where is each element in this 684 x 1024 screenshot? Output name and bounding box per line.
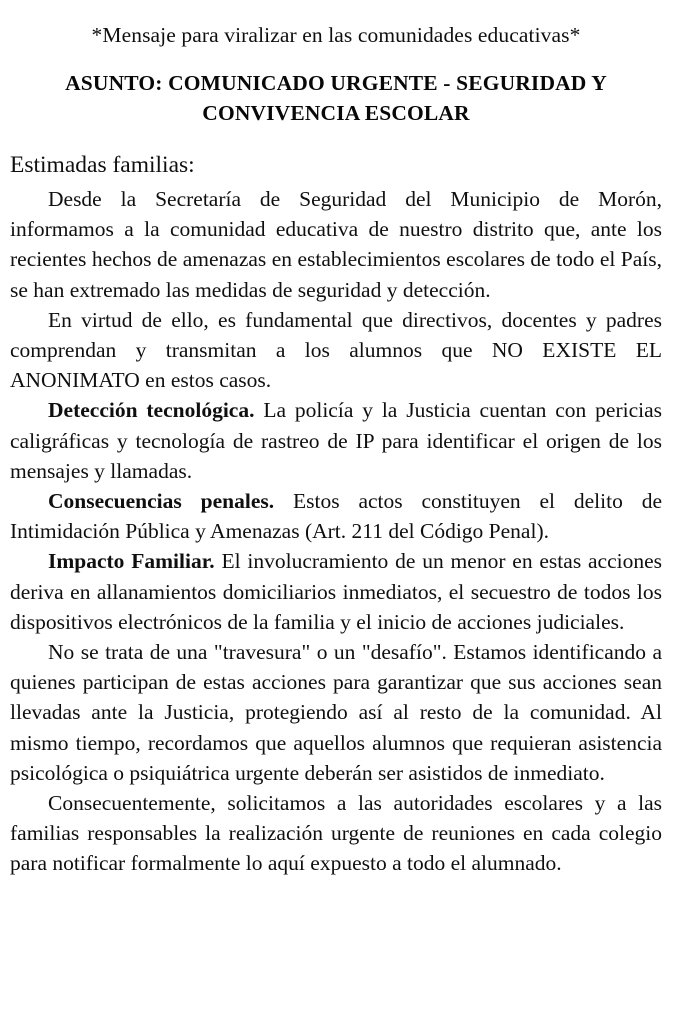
paragraph [10,788,662,879]
paragraph-lead: Consecuencias penales. [48,489,275,514]
page-title: ASUNTO: COMUNICADO URGENTE - SEGURIDAD Y CONVIVENCIA ESCOLAR [65,71,607,125]
paragraph [10,637,662,788]
paragraph [10,546,662,637]
paragraph-text: Estos actos constituyen el delito de Intimidación Pública y Amenazas (Art. 211 del Código Penal). [10,489,662,544]
paragraph-lead: Impacto Familiar. [48,549,215,574]
paragraph-text: El involucramiento de un menor en estas acciones deriva en allanamientos domiciliarios inmediatos, el secuestro de todos los dispositivos electrónicos de la familia y el inicio de acciones judiciales. [10,549,663,634]
salutation: Estimadas familias: [10,152,195,178]
paragraph [10,184,662,305]
paragraph-list [10,184,662,879]
viral-message-note: *Mensaje para viralizar en las comunidades educativas* [91,23,581,47]
document-body [10,0,662,879]
paragraph-text: Desde la Secretaría de Seguridad del Municipio de Morón, informamos a la comunidad educativa de nuestro distrito que, ante los recientes hechos de amenazas en establecimientos escolares de todo el País, se han extremado las medidas de seguridad y detección. [10,187,662,302]
paragraph [10,305,662,396]
paragraph-text: La policía y la Justicia cuentan con pericias caligráficas y tecnología de rastreo de IP para identificar el origen de los mensajes y llamadas. [10,398,662,483]
paragraph [10,395,662,486]
paragraph [10,486,662,546]
paragraph-text: Consecuentemente, solicitamos a las autoridades escolares y a las familias responsables la realización urgente de reuniones en cada colegio para notificar formalmente lo aquí expuesto a todo el alumnado. [10,791,662,876]
paragraph-text: En virtud de ello, es fundamental que directivos, docentes y padres comprendan y transmitan a los alumnos que NO EXISTE EL ANONIMATO en estos casos. [10,307,662,393]
paragraph-lead: Detección tecnológica. [48,398,255,423]
paragraph-text: No se trata de una "travesura" o un "desafío". Estamos identificando a quienes participan de estas acciones para garantizar que sus acciones sean llevadas ante la Justicia, protegiendo así al resto de la comunidad. Al mismo tiempo, recordamos que aquellos alumnos que requieran asistencia psicológica o psiquiátrica urgente deberán ser asistidos de inmediato. [10,640,662,785]
